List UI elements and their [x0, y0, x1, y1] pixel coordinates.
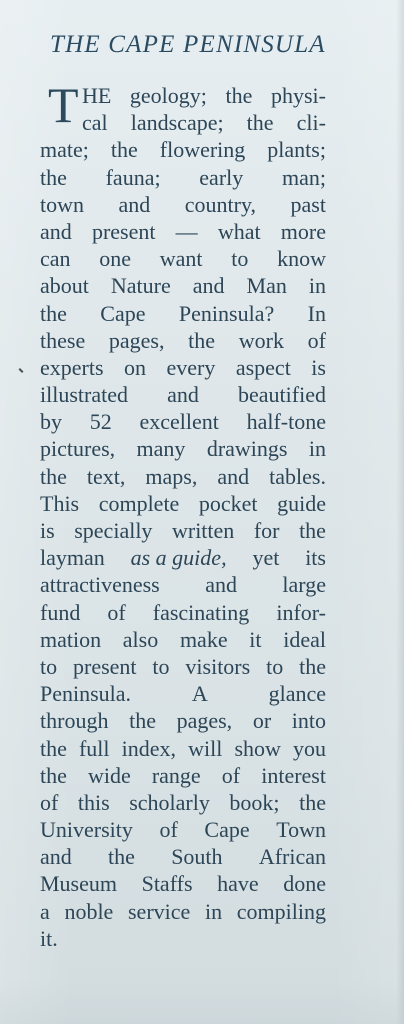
text-line: [40, 136, 326, 163]
text-word: illustrated: [40, 382, 128, 408]
page-bottom-tone: [0, 980, 404, 1024]
text-word: a: [40, 898, 50, 924]
text-line: [40, 789, 326, 816]
text-word: of: [307, 327, 326, 353]
text-word: landscape;: [130, 110, 224, 136]
text-word: the: [40, 300, 67, 326]
text-word: interest: [261, 762, 326, 788]
text-word: also: [122, 626, 159, 652]
text-word: on: [124, 354, 147, 380]
text-word: full: [78, 735, 110, 761]
text-word: done: [283, 871, 326, 897]
text-word: service: [128, 898, 191, 924]
text-word: the: [299, 653, 326, 679]
text-word: make: [179, 626, 228, 652]
text-word: This: [40, 490, 80, 516]
text-word: and: [217, 463, 250, 489]
text-word: want: [159, 246, 203, 272]
text-word: for: [253, 518, 280, 543]
text-word: Town: [276, 817, 326, 843]
text-line: [40, 435, 326, 462]
text-word: the: [188, 327, 216, 353]
text-word: the: [40, 463, 67, 489]
text-word: tables.: [269, 463, 326, 489]
text-word: many: [136, 436, 186, 462]
text-line: [40, 653, 326, 680]
text-word: noble: [64, 898, 114, 924]
text-word: fund: [40, 599, 81, 625]
text-word: mation: [40, 626, 102, 652]
text-word: HE: [82, 83, 112, 108]
description-text-block: [40, 77, 326, 952]
text-line: [40, 381, 326, 408]
text-word: the: [246, 110, 274, 136]
text-word: Cape: [100, 300, 146, 326]
text-word: scholarly: [129, 789, 210, 815]
text-word: and: [167, 382, 199, 408]
text-word: South: [171, 844, 223, 870]
text-word: specially: [74, 518, 153, 543]
text-word: the: [108, 844, 135, 870]
text-word: country,: [184, 191, 257, 217]
text-word: its: [305, 545, 326, 571]
text-word: and: [40, 218, 72, 244]
text-word: visitors: [185, 653, 251, 679]
text-word: guide: [277, 490, 326, 516]
text-line: [40, 599, 326, 626]
text-word: and: [205, 572, 237, 598]
text-word: this: [77, 789, 110, 815]
text-word: flowering: [159, 137, 246, 163]
text-word: and: [118, 191, 151, 217]
text-line: [40, 898, 326, 925]
text-word: know: [277, 246, 326, 272]
text-word: Peninsula?: [178, 300, 275, 326]
text-word: the: [299, 518, 326, 543]
text-word: Staffs: [141, 871, 193, 897]
text-word: half-tone: [246, 409, 326, 435]
text-word: beautified: [238, 382, 326, 408]
text-word: is: [311, 354, 326, 380]
text-word: these: [40, 327, 86, 353]
text-line: [40, 191, 326, 218]
text-line: [40, 925, 326, 952]
text-word: glance: [268, 681, 326, 707]
text-word: one: [99, 246, 132, 272]
text-word: infor-: [276, 599, 326, 625]
text-word: Cape: [204, 817, 250, 843]
text-word: present: [73, 653, 137, 679]
text-word: cli-: [296, 110, 326, 136]
text-line: [40, 245, 326, 272]
text-word: book;: [229, 789, 280, 815]
text-word: have: [217, 871, 259, 897]
text-word: is: [40, 518, 55, 543]
text-word: University: [40, 817, 133, 843]
text-word: wide: [87, 762, 131, 788]
text-word: Man: [246, 273, 287, 299]
text-word: town: [40, 191, 84, 217]
text-word: present: [91, 218, 156, 244]
text-word: to: [266, 653, 284, 679]
text-word: to: [152, 653, 170, 679]
text-word: into: [291, 708, 326, 734]
text-line: [40, 626, 326, 653]
text-word: index,: [121, 735, 177, 761]
text-word: of: [40, 789, 59, 815]
text-word: mate;: [40, 137, 89, 163]
text-word: the: [40, 735, 67, 761]
text-line: [40, 571, 326, 598]
text-word: what: [217, 218, 261, 244]
text-word: the: [40, 762, 67, 788]
text-word: excellent: [139, 409, 219, 435]
text-line: [40, 272, 326, 299]
text-word: as a guide,: [130, 545, 227, 571]
text-word: aspect: [235, 354, 291, 380]
text-word: the: [299, 789, 326, 815]
text-word: range: [151, 762, 201, 788]
text-word: yet: [252, 545, 280, 571]
text-word: to: [231, 246, 249, 272]
text-line: [40, 843, 326, 870]
text-line: [40, 735, 326, 762]
text-word: more: [280, 218, 326, 244]
text-line: [40, 327, 326, 354]
text-word: early: [199, 164, 244, 190]
page-title: THE CAPE PENINSULA: [50, 31, 326, 58]
text-word: past: [290, 191, 326, 217]
text-line: [40, 517, 326, 544]
text-word: will: [188, 735, 223, 761]
text-word: it: [249, 626, 262, 652]
text-word: in: [204, 898, 223, 924]
text-word: maps,: [145, 463, 198, 489]
text-word: man;: [281, 164, 326, 190]
text-word: physi-: [271, 83, 326, 108]
text-word: Museum: [40, 871, 117, 897]
text-word: in: [308, 436, 326, 462]
text-word: African: [258, 844, 326, 870]
text-word: experts: [40, 354, 104, 380]
text-word: pages,: [176, 708, 233, 734]
text-word: the: [129, 708, 156, 734]
text-word: text,: [86, 463, 126, 489]
text-word: pocket: [198, 490, 258, 516]
text-line: [40, 354, 326, 381]
text-line: [40, 218, 326, 245]
text-word: work: [238, 327, 284, 353]
text-word: or: [252, 708, 272, 734]
text-line: [40, 300, 326, 327]
text-word: attractiveness: [40, 572, 160, 598]
text-word: fauna;: [105, 164, 161, 190]
text-line: [40, 544, 326, 571]
text-line: [40, 816, 326, 843]
text-word: written: [171, 518, 235, 543]
text-word: Nature: [110, 273, 171, 299]
text-word: the: [40, 164, 67, 190]
text-word: pictures,: [40, 436, 116, 462]
text-line: [40, 109, 326, 136]
text-line: [40, 164, 326, 191]
text-word: compiling: [236, 898, 326, 924]
drop-cap: T: [48, 77, 79, 133]
text-word: geology;: [129, 83, 207, 108]
text-word: cal: [82, 110, 108, 136]
text-word: 52: [89, 409, 112, 435]
text-word: about: [40, 273, 89, 299]
text-line: [40, 870, 326, 897]
text-word: layman: [40, 545, 105, 571]
text-word: you: [293, 735, 326, 761]
text-word: of: [107, 599, 126, 625]
text-word: drawings: [206, 436, 288, 462]
text-word: Peninsula.: [40, 681, 132, 707]
text-line: [40, 82, 326, 109]
text-line: [40, 490, 326, 517]
text-line: [40, 680, 326, 707]
text-word: ideal: [283, 626, 326, 652]
text-word: the: [225, 83, 253, 108]
text-word: fascinating: [152, 599, 250, 625]
text-word: to: [40, 653, 58, 679]
text-word: through: [40, 708, 109, 734]
text-word: show: [234, 735, 281, 761]
text-word: and: [192, 273, 225, 299]
text-word: A: [191, 681, 208, 707]
text-word: In: [307, 300, 326, 326]
text-word: the: [110, 137, 138, 163]
text-word: pages,: [108, 327, 165, 353]
text-word: can: [40, 246, 71, 272]
text-word: —: [175, 218, 198, 244]
text-line: [40, 707, 326, 734]
text-line: [40, 408, 326, 435]
text-word: it.: [40, 925, 58, 951]
text-word: plants;: [267, 137, 326, 163]
stray-mark: [19, 368, 24, 373]
text-word: large: [282, 572, 326, 598]
text-word: in: [308, 273, 326, 299]
text-word: of: [159, 817, 178, 843]
text-word: and: [40, 844, 72, 870]
page-edge-shadow: [396, 0, 404, 1024]
text-line: [40, 463, 326, 490]
text-word: by: [40, 409, 62, 435]
text-line: [40, 762, 326, 789]
text-word: complete: [98, 490, 180, 516]
text-word: of: [221, 762, 241, 788]
text-word: every: [166, 354, 216, 380]
